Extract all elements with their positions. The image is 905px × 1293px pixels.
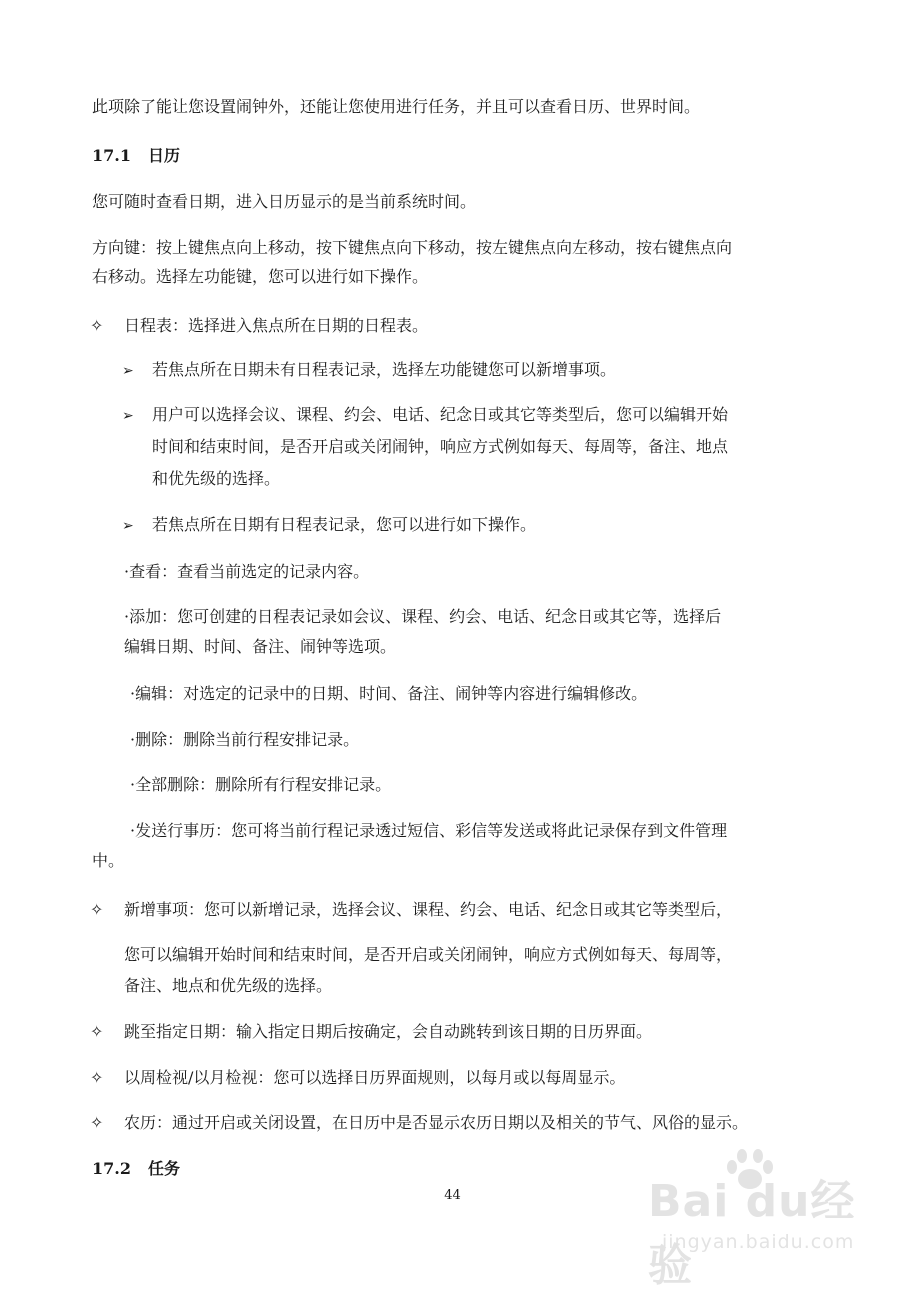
dot-bullet-icon: · bbox=[130, 730, 136, 749]
sub-bullet-text: 若焦点所在日期未有日程表记录，选择左功能键您可以新增事项。 bbox=[152, 360, 617, 379]
calendar-description: 您可随时查看日期，进入日历显示的是当前系统时间。 bbox=[92, 192, 477, 211]
op-edit bbox=[130, 683, 647, 705]
arrow-bullet-icon: ➢ bbox=[122, 408, 134, 424]
section-title: 日历 bbox=[148, 146, 181, 165]
op-delete-all bbox=[130, 774, 391, 796]
op-add-line-2: 编辑日期、时间、备注、闹钟等选项。 bbox=[124, 637, 397, 656]
bullet-lunar bbox=[90, 1112, 748, 1134]
bullet-text: 以周检视/以月检视：您可以选择日历界面规则，以每月或以每周显示。 bbox=[124, 1068, 626, 1087]
op-text: 添加：您可创建的日程表记录如会议、课程、约会、电话、纪念日或其它等，选择后 bbox=[129, 607, 722, 626]
dot-bullet-icon: · bbox=[130, 775, 136, 794]
watermark-brand: Bai du经验 bbox=[648, 1176, 856, 1291]
sub-bullet-text: 用户可以选择会议、课程、约会、电话、纪念日或其它等类型后，您可以编辑开始 bbox=[152, 405, 729, 424]
section-heading-calendar bbox=[92, 145, 180, 167]
op-text: 编辑：对选定的记录中的日期、时间、备注、闹钟等内容进行编辑修改。 bbox=[135, 684, 648, 703]
op-text: 删除：删除当前行程安排记录。 bbox=[135, 730, 360, 749]
diamond-bullet-icon: ✧ bbox=[90, 1113, 104, 1132]
bullet-text: 跳至指定日期：输入指定日期后按确定，会自动跳转到该日期的日历界面。 bbox=[124, 1022, 653, 1041]
bullet-jump-date bbox=[90, 1021, 652, 1043]
watermark-url: jingyan.baidu.com bbox=[662, 1231, 855, 1253]
sub-bullet-no-record bbox=[122, 359, 616, 382]
diamond-bullet-icon: ✧ bbox=[90, 316, 104, 335]
diamond-bullet-icon: ✧ bbox=[90, 900, 104, 919]
bullet-schedule bbox=[90, 315, 428, 337]
op-send bbox=[130, 820, 727, 842]
sub-bullet-text: 若焦点所在日期有日程表记录，您可以进行如下操作。 bbox=[152, 515, 537, 534]
new-item-line-3: 备注、地点和优先级的选择。 bbox=[124, 976, 333, 995]
op-add bbox=[124, 606, 721, 628]
baidu-jingyan-watermark bbox=[648, 1145, 888, 1291]
section-title: 任务 bbox=[148, 1159, 181, 1178]
op-send-line-2: 中。 bbox=[92, 851, 125, 870]
bullet-text: 农历：通过开启或关闭设置，在日历中是否显示农历日期以及相关的节气、风俗的显示。 bbox=[124, 1113, 749, 1132]
dot-bullet-icon: · bbox=[130, 821, 136, 840]
diamond-bullet-icon: ✧ bbox=[90, 1068, 104, 1087]
op-text: 发送行事历：您可将当前行程记录透过短信、彩信等发送或将此记录保存到文件管理 bbox=[135, 821, 728, 840]
sub-bullet-has-record bbox=[122, 514, 536, 537]
arrow-bullet-icon: ➢ bbox=[122, 518, 134, 534]
sub-bullet-types bbox=[122, 404, 728, 427]
sub-bullet-types-line-3: 和优先级的选择。 bbox=[152, 469, 281, 488]
diamond-bullet-icon: ✧ bbox=[90, 1022, 104, 1041]
sub-bullet-types-line-2: 时间和结束时间，是否开启或关闭闹钟，响应方式例如每天、每周等，备注、地点 bbox=[152, 437, 729, 456]
bullet-new-item bbox=[90, 899, 732, 921]
section-number: 17.1 bbox=[92, 146, 131, 165]
op-text: 查看：查看当前选定的记录内容。 bbox=[129, 562, 370, 581]
bullet-week-month-view bbox=[90, 1067, 625, 1089]
op-delete bbox=[130, 729, 359, 751]
direction-keys-line-2: 右移动。选择左功能键，您可以进行如下操作。 bbox=[92, 267, 429, 286]
direction-keys-line-1: 方向键：按上键焦点向上移动，按下键焦点向下移动，按左键焦点向左移动，按右键焦点向 bbox=[92, 238, 733, 257]
bullet-text: 新增事项：您可以新增记录，选择会议、课程、约会、电话、纪念日或其它等类型后， bbox=[124, 900, 733, 919]
page-number: 44 bbox=[444, 1188, 461, 1203]
section-number: 17.2 bbox=[92, 1159, 131, 1178]
intro-paragraph: 此项除了能让您设置闹钟外，还能让您使用进行任务，并且可以查看日历、世界时间。 bbox=[92, 97, 701, 116]
op-view bbox=[124, 561, 369, 583]
op-text: 全部删除：删除所有行程安排记录。 bbox=[135, 775, 392, 794]
section-heading-tasks bbox=[92, 1158, 180, 1180]
dot-bullet-icon: · bbox=[124, 607, 130, 626]
new-item-line-2: 您可以编辑开始时间和结束时间，是否开启或关闭闹钟，响应方式例如每天、每周等， bbox=[124, 945, 733, 964]
arrow-bullet-icon: ➢ bbox=[122, 363, 134, 379]
dot-bullet-icon: · bbox=[124, 562, 130, 581]
bullet-text: 日程表：选择进入焦点所在日期的日程表。 bbox=[124, 316, 429, 335]
dot-bullet-icon: · bbox=[130, 684, 136, 703]
